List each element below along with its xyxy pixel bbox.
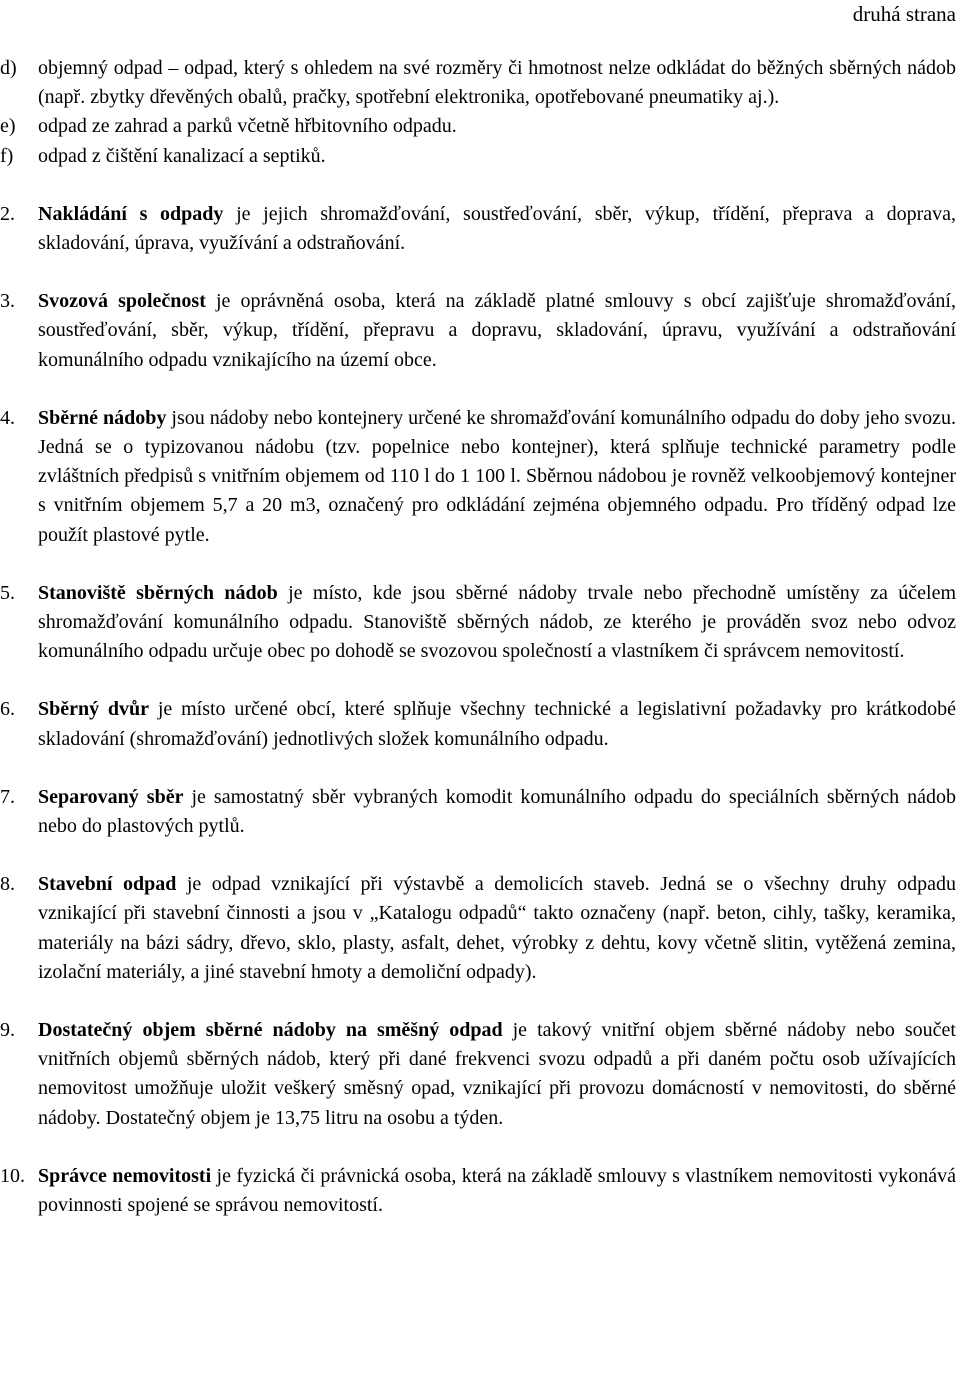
definition-term: Nakládání s odpady <box>38 202 224 225</box>
definition-text: je oprávněná osoba, která na základě platné smlouvy s obcí zajišťuje shromažďování, soustřeďování, sběr, výkup, třídění, přepravu a dopravu, skladování, úpravu, využívání a odstraňování komunálního odpadu vznikajícího na území obce. <box>38 290 956 371</box>
definition-text: je samostatný sběr vybraných komodit komunálního odpadu do speciálních sběrných nádob nebo do plastových pytlů. <box>38 785 956 838</box>
item-marker: d) <box>0 57 17 79</box>
definition-9 <box>0 1016 956 1133</box>
definition-term: Stanoviště sběrných nádob <box>38 581 278 604</box>
definition-term: Svozová společnost <box>38 290 206 313</box>
definition-3 <box>0 287 956 375</box>
definition-text: je takový vnitřní objem sběrné nádoby nebo součet vnitřních objemů sběrných nádob, který při dané frekvenci svozu odpadů a při daném počtu osob užívajících nemovitost umožňuje uložit veškerý směsný opad, vznikající při provozu domácností v nemovitosti, do sběrné nádoby. Dostatečný objem je 13,75 litru na osobu a týden. <box>38 1019 956 1129</box>
item-marker: e) <box>0 115 16 138</box>
item-text: objemný odpad – odpad, který s ohledem na své rozměry či hmotnost nelze odkládat do běžných sběrných nádob (např. zbytky dřevěných obalů, pračky, spotřební elektronika, opotřebované pneumatiky aj.). <box>38 57 956 109</box>
definition-number: 7. <box>0 785 15 808</box>
definition-number: 6. <box>0 698 15 721</box>
definition-number: 5. <box>0 581 15 604</box>
list-item-d <box>0 54 956 112</box>
definition-text: je odpad vznikající při výstavbě a demolicích staveb. Jedná se o všechny druhy odpadu vznikající při stavební činnosti a jsou v „Katalogu odpadů“ takto označeny (např. beton, cihly, tašky, keramika, materiály na bázi sádry, dřevo, sklo, plasty, asfalt, dehet, výrobky z dehtu, kovy včetně slitin, vytěžená zemina, izolační materiály, a jiné stavební hmoty a demoliční odpady). <box>38 873 956 983</box>
definition-term: Sběrné nádoby <box>38 406 167 429</box>
definition-number: 8. <box>0 873 15 896</box>
definition-number: 10. <box>0 1164 25 1187</box>
definition-text: je místo, kde jsou sběrné nádoby trvale nebo přechodně umístěny za účelem shromažďování komunálního odpadu. Stanoviště sběrných nádob, ze kterého je prováděn svoz nebo odvoz komunálního odpadu určuje obec po dohodě se svozovou společností a vlastníkem či správcem nemovitostí. <box>38 581 956 663</box>
definition-2 <box>0 200 956 258</box>
definition-number: 4. <box>0 406 15 429</box>
definition-6 <box>0 695 956 753</box>
definition-5 <box>0 579 956 667</box>
list-item-e <box>0 112 956 141</box>
definition-text: je fyzická či právnická osoba, která na základě smlouvy s vlastníkem nemovitosti vykonává povinnosti spojené se správou nemovitostí. <box>38 1164 956 1217</box>
list-item-f <box>0 142 956 171</box>
item-text: odpad ze zahrad a parků včetně hřbitovního odpadu. <box>38 115 457 138</box>
item-text: odpad z čištění kanalizací a septiků. <box>38 144 326 167</box>
definition-8 <box>0 870 956 987</box>
definition-number: 9. <box>0 1019 15 1042</box>
page-label: druhá strana <box>852 2 956 26</box>
definition-term: Správce nemovitosti <box>38 1164 212 1187</box>
definition-text: jsou nádoby nebo kontejnery určené ke shromažďování komunálního odpadu do doby jeho svozu. Jedná se o typizovanou nádobu (tzv. popelnice nebo kontejner), která splňuje technické parametry podle zvláštních předpisů s vnitřním objemem od 110 l do 1 100 l. Sběrnou nádobou je rovněž velkoobjemový kontejner s vnitřním objemem 5,7 a 20 m3, označený pro odkládání zejména objemného odpadu. Pro tříděný odpad lze použít plastové pytle. <box>38 406 956 546</box>
definition-4 <box>0 404 956 550</box>
definition-10 <box>0 1162 956 1220</box>
definition-number: 2. <box>0 202 15 225</box>
definition-text: je jejich shromažďování, soustřeďování, sběr, výkup, třídění, přeprava a doprava, skladování, úprava, využívání a odstraňování. <box>38 202 957 255</box>
item-marker: f) <box>0 144 14 167</box>
definition-term: Stavební odpad <box>38 873 177 896</box>
definition-7 <box>0 783 956 841</box>
definition-number: 3. <box>0 290 15 313</box>
definition-term: Separovaný sběr <box>38 785 184 808</box>
document-body <box>0 54 956 1220</box>
definition-term: Sběrný dvůr <box>38 698 150 721</box>
definition-text: je místo určené obcí, které splňuje všechny technické a legislativní požadavky pro krátkodobé skladování (shromažďování) jednotlivých složek komunálního odpadu. <box>38 698 957 750</box>
definition-term: Dostatečný objem sběrné nádoby na směšný odpad <box>38 1019 503 1042</box>
